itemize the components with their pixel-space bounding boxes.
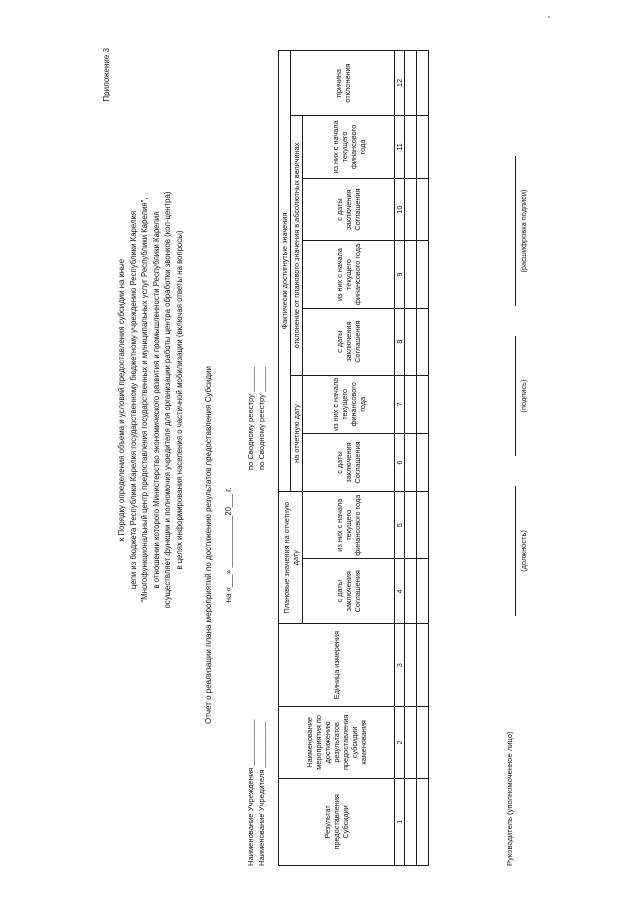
table-cell [405, 241, 417, 308]
col-dev-current-year-2: из них с начала текущего финансового года [303, 116, 395, 179]
column-numbers-row [395, 51, 405, 866]
appendix-label: Приложение 3 [102, 48, 111, 102]
column-number: 10 [395, 178, 405, 241]
column-number: 8 [395, 308, 405, 375]
col-deviation: отклонение от планового значения в абсолютных величинах [291, 116, 303, 376]
header-line: "Многофункциональный центр предоставления государственных и муниципальных услуг Республики Карелия", [140, 197, 150, 603]
table-cell [405, 433, 417, 491]
table-cell [405, 707, 417, 779]
table-cell [405, 492, 417, 559]
header-line: цели из бюджета Республики Карелия государственному бюджетному учреждению Республики Карелия [128, 210, 138, 590]
col-actual: Фактически достигнутые значения [279, 51, 291, 492]
col-reason: причина отклонения [291, 51, 395, 116]
header-line: в отношении которого Министерство экономического развития и промышленности Республики Карелия [151, 211, 161, 589]
document-header [116, 40, 186, 760]
table-cell [405, 778, 417, 865]
table-cell [405, 308, 417, 375]
table-cell [417, 116, 429, 179]
column-number: 2 [395, 707, 405, 779]
table-cell [417, 778, 429, 865]
column-number: 4 [395, 559, 405, 624]
column-number: 12 [395, 51, 405, 116]
table-cell [417, 559, 429, 624]
header-line: к Порядку определения объема и условий предоставления субсидии на иные [117, 258, 126, 542]
column-number: 5 [395, 492, 405, 559]
header-line: в целях информирования населения о частичной мобилизации (включая ответы на вопросы) [174, 230, 184, 570]
col-result: Результат предоставления Субсидии [279, 778, 395, 865]
col-planned: Плановые значения на отчетную дату [279, 492, 303, 624]
table-cell [417, 178, 429, 241]
position-line [515, 486, 516, 616]
table-cell [417, 308, 429, 375]
table-cell [405, 178, 417, 241]
table-cell [405, 559, 417, 624]
column-number: 6 [395, 433, 405, 491]
col-dev-since-agreement: с даты заключения Соглашения [303, 308, 395, 375]
sign-caption: (подпись) [519, 379, 528, 413]
table-cell [417, 375, 429, 433]
report-table [278, 50, 429, 866]
decode-caption: (расшифровка подписи) [519, 189, 528, 273]
founder-name: Наименование Учредителя ___________ [257, 721, 266, 866]
signature-block [505, 46, 535, 866]
column-number: 7 [395, 375, 405, 433]
col-planned-current-year: из них с начала текущего финансового года [303, 492, 395, 559]
column-number: 11 [395, 116, 405, 179]
table-cell [417, 492, 429, 559]
registry-line-2: по Сводному реестру ______ [257, 366, 266, 470]
table-cell [417, 707, 429, 779]
rotated-document [100, 40, 540, 870]
sign-line [515, 336, 516, 456]
col-planned-since-agreement: с даты заключения Соглашения [303, 559, 395, 624]
report-date: на «___» ____________20___ г. [224, 487, 233, 603]
table-cell [405, 51, 417, 116]
report-table-wrapper [278, 50, 429, 866]
institution-block [245, 719, 267, 866]
header-line: осуществляет функции и полномочия учредителя для организации работы центра обработки звонков (кол-центра) [163, 191, 173, 609]
institution-name: Наименование Учреждения ___________ [246, 719, 255, 866]
table-cell [405, 116, 417, 179]
col-actual-report: на отчетную дату [291, 375, 303, 491]
table-row [405, 51, 417, 866]
table-cell [405, 624, 417, 707]
table-cell [405, 375, 417, 433]
registry-block [245, 367, 267, 470]
table-cell [417, 51, 429, 116]
table-cell [417, 241, 429, 308]
col-event: Наименование мероприятия по достижению результатов предоставления субсидии каменования [279, 707, 395, 779]
table-cell [417, 624, 429, 707]
col-actual-current-year: из них с начала текущего финансового года [303, 375, 395, 433]
scan-speck [548, 16, 550, 18]
col-unit: Единица измерения [279, 624, 395, 707]
column-number: 3 [395, 624, 405, 707]
position-caption: (должность) [519, 530, 528, 572]
table-cell [417, 433, 429, 491]
col-dev-current-year: из них с начала текущего финансового года [303, 241, 395, 308]
table-row [417, 51, 429, 866]
col-actual-since-agreement: с даты заключения Соглашения [303, 433, 395, 491]
col-dev-since-agreement-2: с даты заключения Соглашения [303, 178, 395, 241]
signatory-label: Руководитель (уполномоченное лицо) [505, 731, 514, 866]
column-number: 1 [395, 778, 405, 865]
column-number: 9 [395, 241, 405, 308]
decode-line [515, 156, 516, 306]
registry-line-1: по Сводному реестру ______ [246, 366, 255, 470]
report-title: Отчет о реализации плана мероприятий по достижению результатов предоставления Субсидии [204, 365, 213, 725]
